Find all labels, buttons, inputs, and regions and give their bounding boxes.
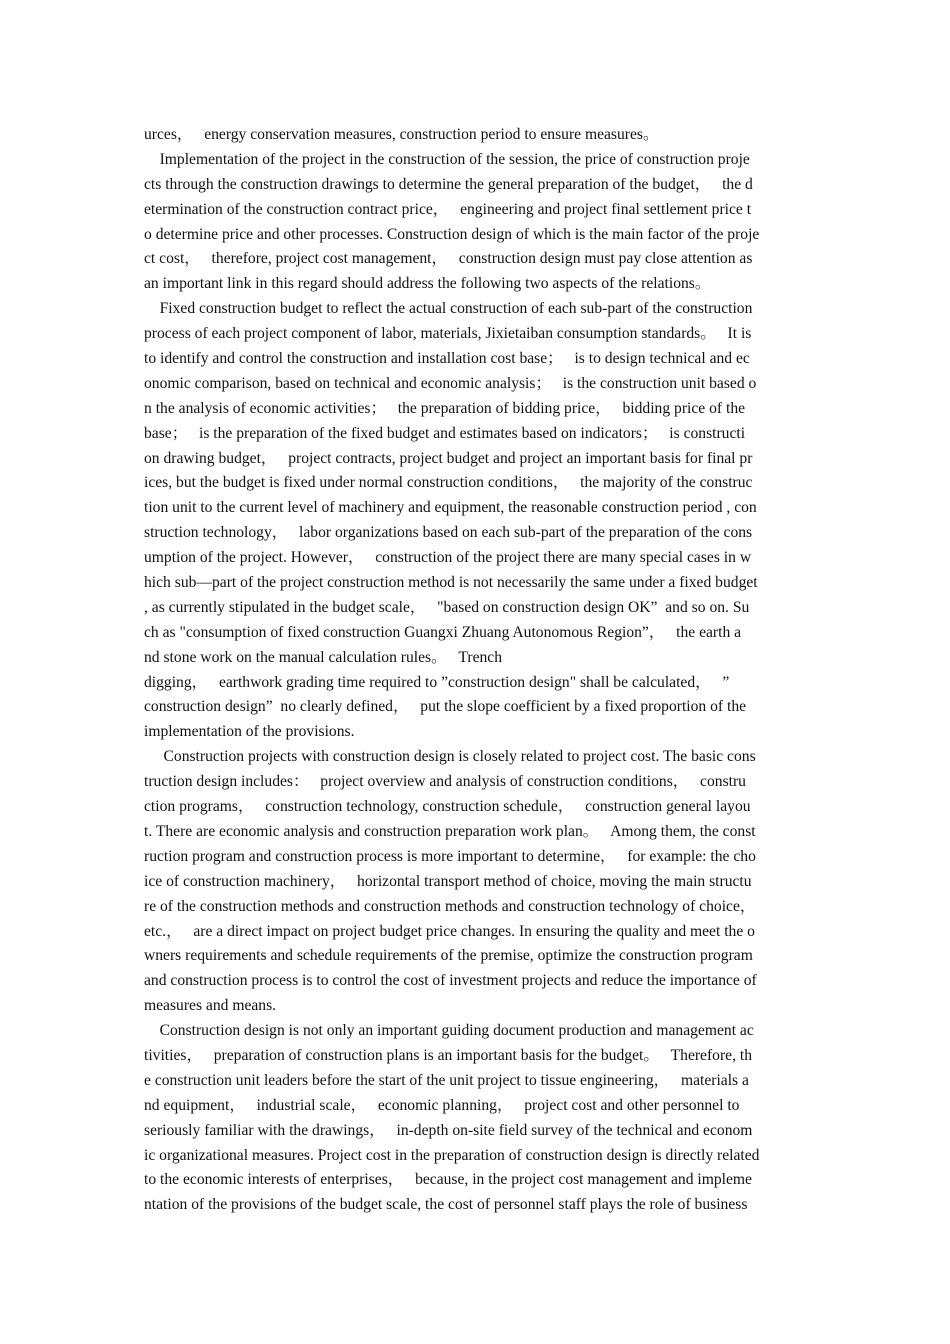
text-line: implementation of the provisions. bbox=[144, 723, 355, 741]
text-line: ntation of the provisions of the budget scale, the cost of personnel staff plays the role of business bbox=[144, 1196, 748, 1214]
text-line: Fixed construction budget to reflect the actual construction of each sub-part of the construction bbox=[144, 300, 753, 318]
text-line: seriously familiar with the drawings， in-depth on-site field survey of the technical and econom bbox=[144, 1121, 753, 1139]
text-line: on drawing budget， project contracts, project budget and project an important basis for final pr bbox=[144, 449, 753, 467]
text-line: ction programs， construction technology, construction schedule， construction general layou bbox=[144, 798, 751, 816]
text-line: re of the construction methods and construction methods and construction technology of choice， bbox=[144, 897, 756, 915]
text-line: hich sub—part of the project construction method is not necessarily the same under a fixed budget bbox=[144, 574, 758, 592]
text-line: Construction projects with construction design is closely related to project cost. The basic cons bbox=[144, 748, 756, 766]
text-line: process of each project component of labor, materials, Jixietaiban consumption standards。 It is bbox=[144, 325, 752, 343]
text-line: e construction unit leaders before the start of the unit project to tissue engineering， materials a bbox=[144, 1071, 749, 1089]
text-line: n the analysis of economic activities； the preparation of bidding price， bidding price of the bbox=[144, 399, 746, 417]
text-line: etermination of the construction contract price， engineering and project final settlement price t bbox=[144, 200, 752, 218]
text-line: etc.， are a direct impact on project budget price changes. In ensuring the quality and meet the o bbox=[144, 922, 755, 940]
text-line: nd stone work on the manual calculation rules。 Trench bbox=[144, 648, 503, 666]
text-line: wners requirements and schedule requirements of the premise, optimize the construction program bbox=[144, 947, 753, 965]
text-line: ct cost， therefore, project cost management， construction design must pay close attention as bbox=[144, 250, 753, 268]
text-line: truction design includes： project overview and analysis of construction conditions， constru bbox=[144, 773, 746, 791]
text-line: to the economic interests of enterprises， because, in the project cost management and impleme bbox=[144, 1171, 752, 1189]
text-line: onomic comparison, based on technical and economic analysis； is the construction unit based o bbox=[144, 374, 757, 392]
text-line: nd equipment， industrial scale， economic planning， project cost and other personnel to bbox=[144, 1096, 740, 1114]
text-line: cts through the construction drawings to determine the general preparation of the budget， the d bbox=[144, 175, 753, 193]
text-line: urces， energy conservation measures, construction period to ensure measures。 bbox=[144, 126, 659, 143]
text-line: , as currently stipulated in the budget scale， "based on construction design OK” and so on. Su bbox=[144, 598, 750, 616]
text-line: Implementation of the project in the construction of the session, the price of construction proje bbox=[144, 150, 750, 168]
text-line: tion unit to the current level of machinery and equipment, the reasonable construction period , con bbox=[144, 499, 757, 517]
text-line: to identify and control the construction and installation cost base； is to design technical and ec bbox=[144, 350, 750, 368]
text-line: construction design” no clearly defined， put the slope coefficient by a fixed proportion of the bbox=[144, 698, 747, 716]
text-line: and construction process is to control the cost of investment projects and reduce the importance of bbox=[144, 972, 757, 990]
text-line: digging， earthwork grading time required to ”construction design" shall be calculated， ” bbox=[144, 673, 730, 691]
text-line: ruction program and construction process is more important to determine， for example: the cho bbox=[144, 847, 756, 865]
text-line: ch as "consumption of fixed construction Guangxi Zhuang Autonomous Region”， the earth a bbox=[144, 623, 742, 641]
text-line: base； is the preparation of the fixed budget and estimates based on indicators； is constructi bbox=[144, 424, 746, 442]
text-line: ice of construction machinery， horizontal transport method of choice, moving the main structu bbox=[144, 872, 752, 890]
text-line: t. There are economic analysis and construction preparation work plan。 Among them, the const bbox=[144, 822, 756, 840]
document-page bbox=[144, 123, 807, 1218]
text-line: tivities， preparation of construction plans is an important basis for the budget。 Therefore, th bbox=[144, 1046, 753, 1064]
text-line: struction technology， labor organizations based on each sub-part of the preparation of the cons bbox=[144, 524, 753, 542]
text-line: ic organizational measures. Project cost in the preparation of construction design is directly related bbox=[144, 1146, 760, 1164]
text-line: measures and means. bbox=[144, 997, 277, 1015]
text-line: umption of the project. However， construction of the project there are many special cases in w bbox=[144, 549, 752, 567]
text-line: an important link in this regard should address the following two aspects of the relations。 bbox=[144, 275, 711, 293]
text-line: Construction design is not only an important guiding document production and management ac bbox=[144, 1022, 754, 1040]
text-line: o determine price and other processes. Construction design of which is the main factor of the proje bbox=[144, 225, 760, 243]
text-line: ices, but the budget is fixed under normal construction conditions， the majority of the construc bbox=[144, 474, 753, 492]
